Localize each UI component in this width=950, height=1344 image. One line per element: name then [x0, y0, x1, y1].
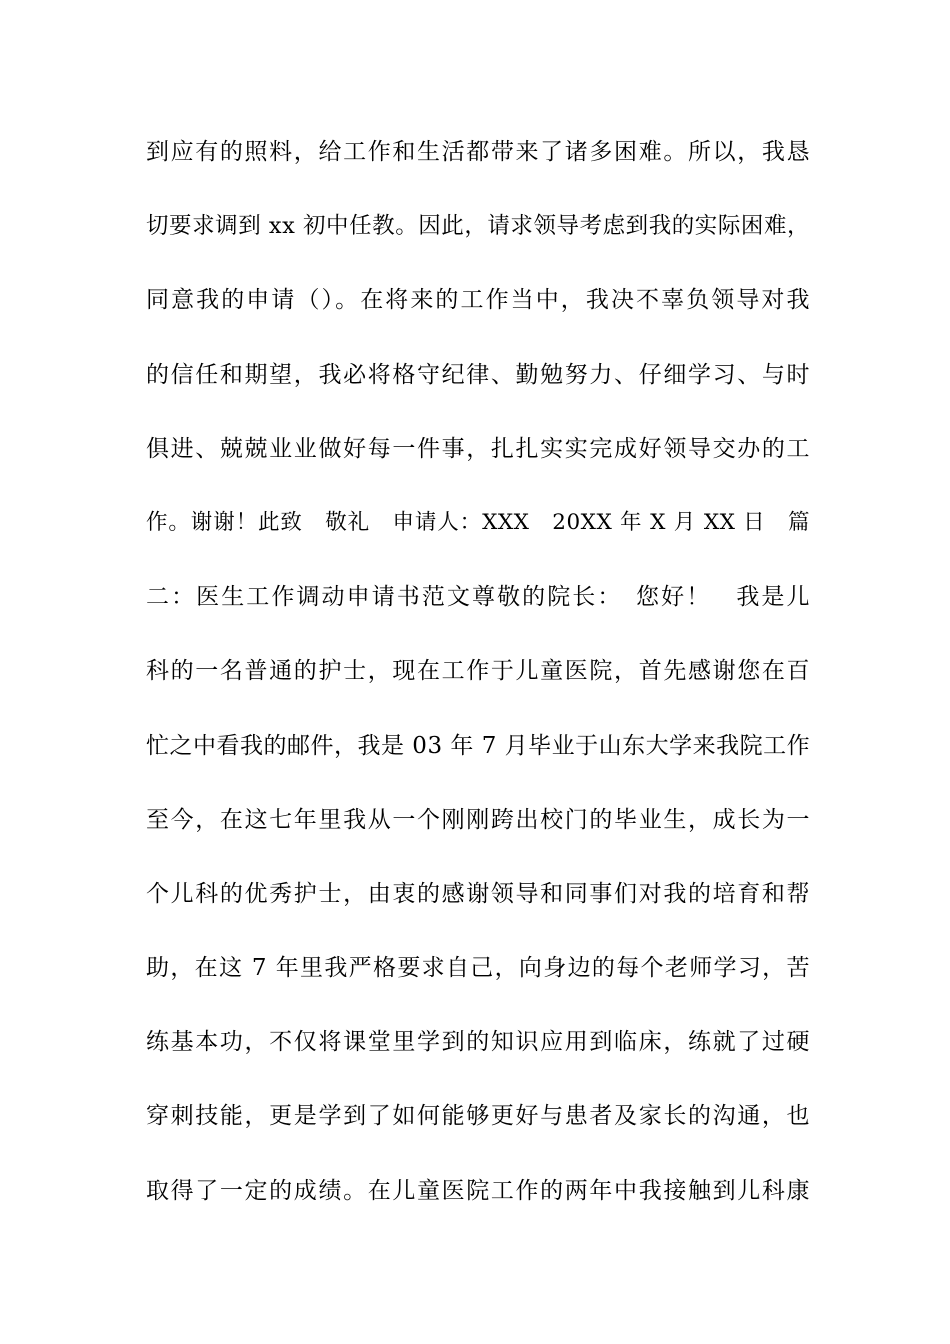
text-line: 忙之中看我的邮件，我是 03 年 7 月毕业于山东大学来我院工作 — [146, 732, 811, 759]
text-line: 切要求调到 xx 初中任教。因此，请求领导考虑到我的实际困难， — [146, 213, 810, 240]
text-line: 二：医生工作调动申请书范文尊敬的院长： 您好！ 我是儿 — [146, 584, 810, 611]
text-line: 同意我的申请（）。在将来的工作当中，我决不辜负领导对我 — [146, 287, 810, 314]
text-line: 练基本功，不仅将课堂里学到的知识应用到临床，练就了过硬 — [146, 1029, 810, 1056]
text-line: 助，在这 7 年里我严格要求自己，向身边的每个老师学习，苦 — [146, 955, 810, 982]
text-line: 的信任和期望，我必将格守纪律、勤勉努力、仔细学习、与时 — [146, 361, 810, 388]
text-line: 科的一名普通的护士，现在工作于儿童医院，首先感谢您在百 — [146, 658, 810, 685]
text-line: 穿刺技能，更是学到了如何能够更好与患者及家长的沟通，也 — [146, 1103, 810, 1130]
text-line: 至今，在这七年里我从一个刚刚跨出校门的毕业生，成长为一 — [146, 806, 810, 833]
text-line: 俱进、兢兢业业做好每一件事，扎扎实实完成好领导交办的工 — [146, 435, 810, 462]
text-line: 作。谢谢！此致 敬礼 申请人：XXX 20XX 年 X 月 XX 日 篇 — [146, 509, 810, 535]
text-line: 取得了一定的成绩。在儿童医院工作的两年中我接触到儿科康 — [146, 1177, 810, 1204]
document-body — [146, 132, 810, 1245]
text-line: 个儿科的优秀护士，由衷的感谢领导和同事们对我的培育和帮 — [146, 880, 810, 907]
text-line: 到应有的照料，给工作和生活都带来了诸多困难。所以，我恳 — [146, 139, 810, 165]
